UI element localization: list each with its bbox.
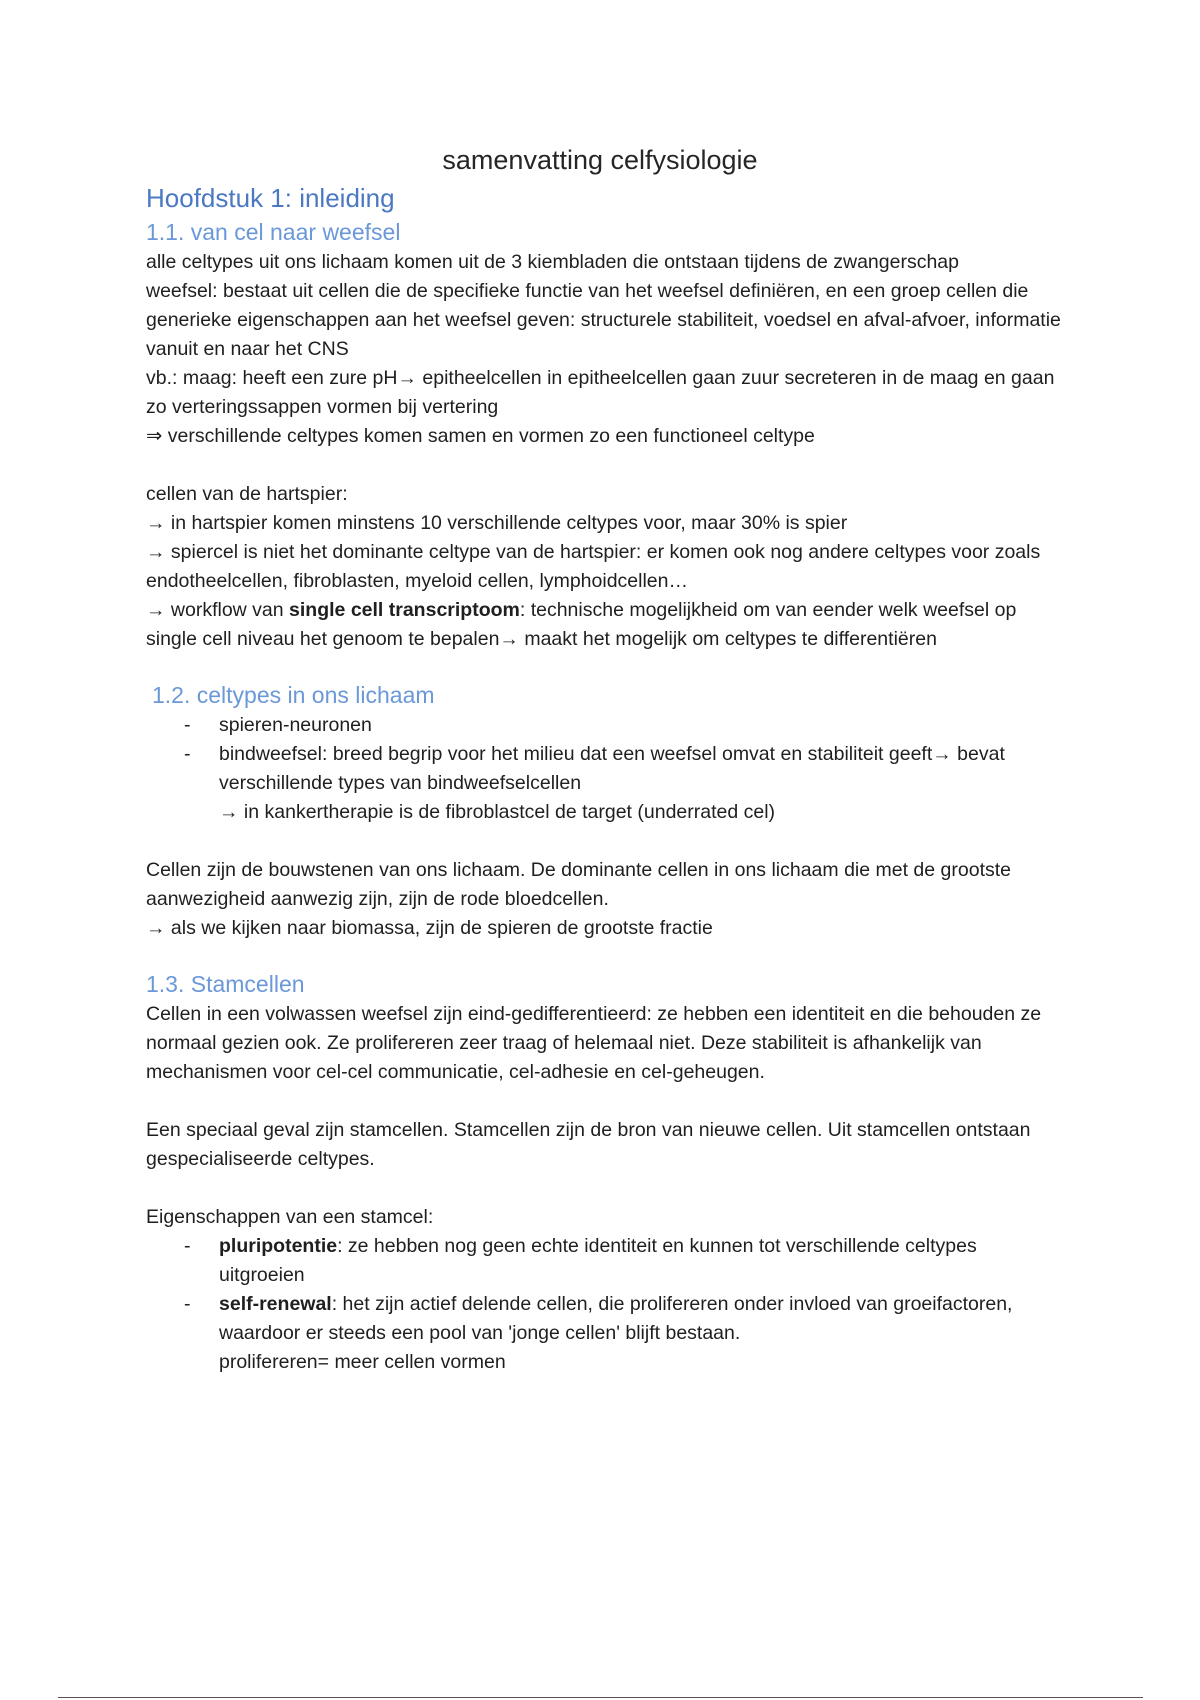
celtypes-list [146, 711, 1066, 827]
list-item-text: spieren-neuronen [219, 714, 372, 736]
paragraph-eigenschappen: Eigenschappen van een stamcel: [146, 1206, 434, 1228]
workflow-text: : technische mogelijkheid om van eender welk weefsel op single cell niveau het genoom te bepalen→ maakt het mogelijk om celtypes te differentiëren [146, 599, 1017, 650]
list-item-text: : ze hebben nog geen echte identiteit en kunnen tot verschillende celtypes uitgroeien [219, 1235, 977, 1286]
list-item-text: : het zijn actief delende cellen, die prolifereren onder invloed van groeifactoren, waardoor er steeds een pool van 'jonge cellen' blijft bestaan. [219, 1293, 1013, 1344]
paragraph-maag-example: vb.: maag: heeft een zure pH→ epitheelcellen in epitheelcellen gaan zuur secreteren in de maag en gaan zo verteringssappen vormen bij vertering [146, 367, 1055, 418]
bottom-rule [58, 1697, 1143, 1698]
paragraph-kiembladen: alle celtypes uit ons lichaam komen uit de 3 kiembladen die ontstaan tijdens de zwangerschap [146, 251, 959, 273]
document-body [146, 180, 1066, 1377]
paragraph-hartspier-intro: cellen van de hartspier: [146, 483, 348, 505]
workflow-prefix: → workflow van [146, 599, 290, 621]
page-title: samenvatting celfysiologie [442, 145, 758, 175]
paragraph-eind-gedifferentieerd: Cellen in een volwassen weefsel zijn eind-gedifferentieerd: ze hebben een identiteit en die behouden ze normaal gezien ook. Ze prolifereren zeer traag of helemaal niet. Deze stabiliteit is afhankelijk van mechanismen voor cel-cel communicatie, cel-adhesie en cel-geheugen. [146, 1003, 1042, 1083]
chapter-heading: Hoofdstuk 1: inleiding [146, 183, 395, 213]
list-item-term: pluripotentie [219, 1235, 338, 1257]
bullet-dash: - [184, 743, 191, 765]
bullet-dash: - [184, 1235, 191, 1257]
list-item [184, 1290, 1066, 1377]
list-item-term: self-renewal [219, 1293, 332, 1315]
list-item-text: bindweefsel: breed begrip voor het milieu dat een weefsel omvat en stabiliteit geeft→ bevat verschillende types van bindweefselcellen [219, 743, 1005, 794]
list-item [184, 711, 1066, 740]
section-heading-1-3: 1.3. Stamcellen [146, 971, 305, 997]
list-item-subline: prolifereren= meer cellen vormen [219, 1351, 506, 1373]
paragraph-conclusion: ⇒ verschillende celtypes komen samen en vormen zo een functioneel celtype [146, 425, 815, 447]
paragraph-spiercel: → spiercel is niet het dominante celtype van de hartspier: er komen ook nog andere celtypes voor zoals endotheelcellen, fibroblasten, myeloid cellen, lymphoidcellen… [146, 541, 1041, 592]
paragraph-hartspier-celtypes: → in hartspier komen minstens 10 verschillende celtypes voor, maar 30% is spier [146, 512, 848, 534]
paragraph-biomassa: → als we kijken naar biomassa, zijn de spieren de grootste fractie [146, 917, 713, 939]
bullet-dash: - [184, 714, 191, 736]
section-heading-1-1: 1.1. van cel naar weefsel [146, 219, 401, 245]
paragraph-bouwstenen: Cellen zijn de bouwstenen van ons lichaam. De dominante cellen in ons lichaam die met de grootste aanwezigheid aanwezig zijn, zijn de rode bloedcellen. [146, 859, 1011, 910]
bullet-dash: - [184, 1293, 191, 1315]
paragraph-stamcellen: Een speciaal geval zijn stamcellen. Stamcellen zijn de bron van nieuwe cellen. Uit stamcellen ontstaan gespecialiseerde celtypes. [146, 1119, 1031, 1170]
paragraph-single-cell-workflow [146, 596, 1066, 654]
section-heading-1-2: 1.2. celtypes in ons lichaam [152, 682, 435, 708]
eigenschappen-list [146, 1232, 1066, 1377]
list-item [184, 740, 1066, 827]
paragraph-weefsel-definition: weefsel: bestaat uit cellen die de specifieke functie van het weefsel definiëren, en een groep cellen die generieke eigenschappen aan het weefsel geven: structurele stabiliteit, voedsel en afval-afvoer, informatie vanuit en naar het CNS [146, 280, 1061, 360]
list-item-subline: → in kankertherapie is de fibroblastcel de target (underrated cel) [219, 801, 776, 823]
list-item [184, 1232, 1066, 1290]
workflow-term: single cell transcriptoom [289, 599, 520, 621]
